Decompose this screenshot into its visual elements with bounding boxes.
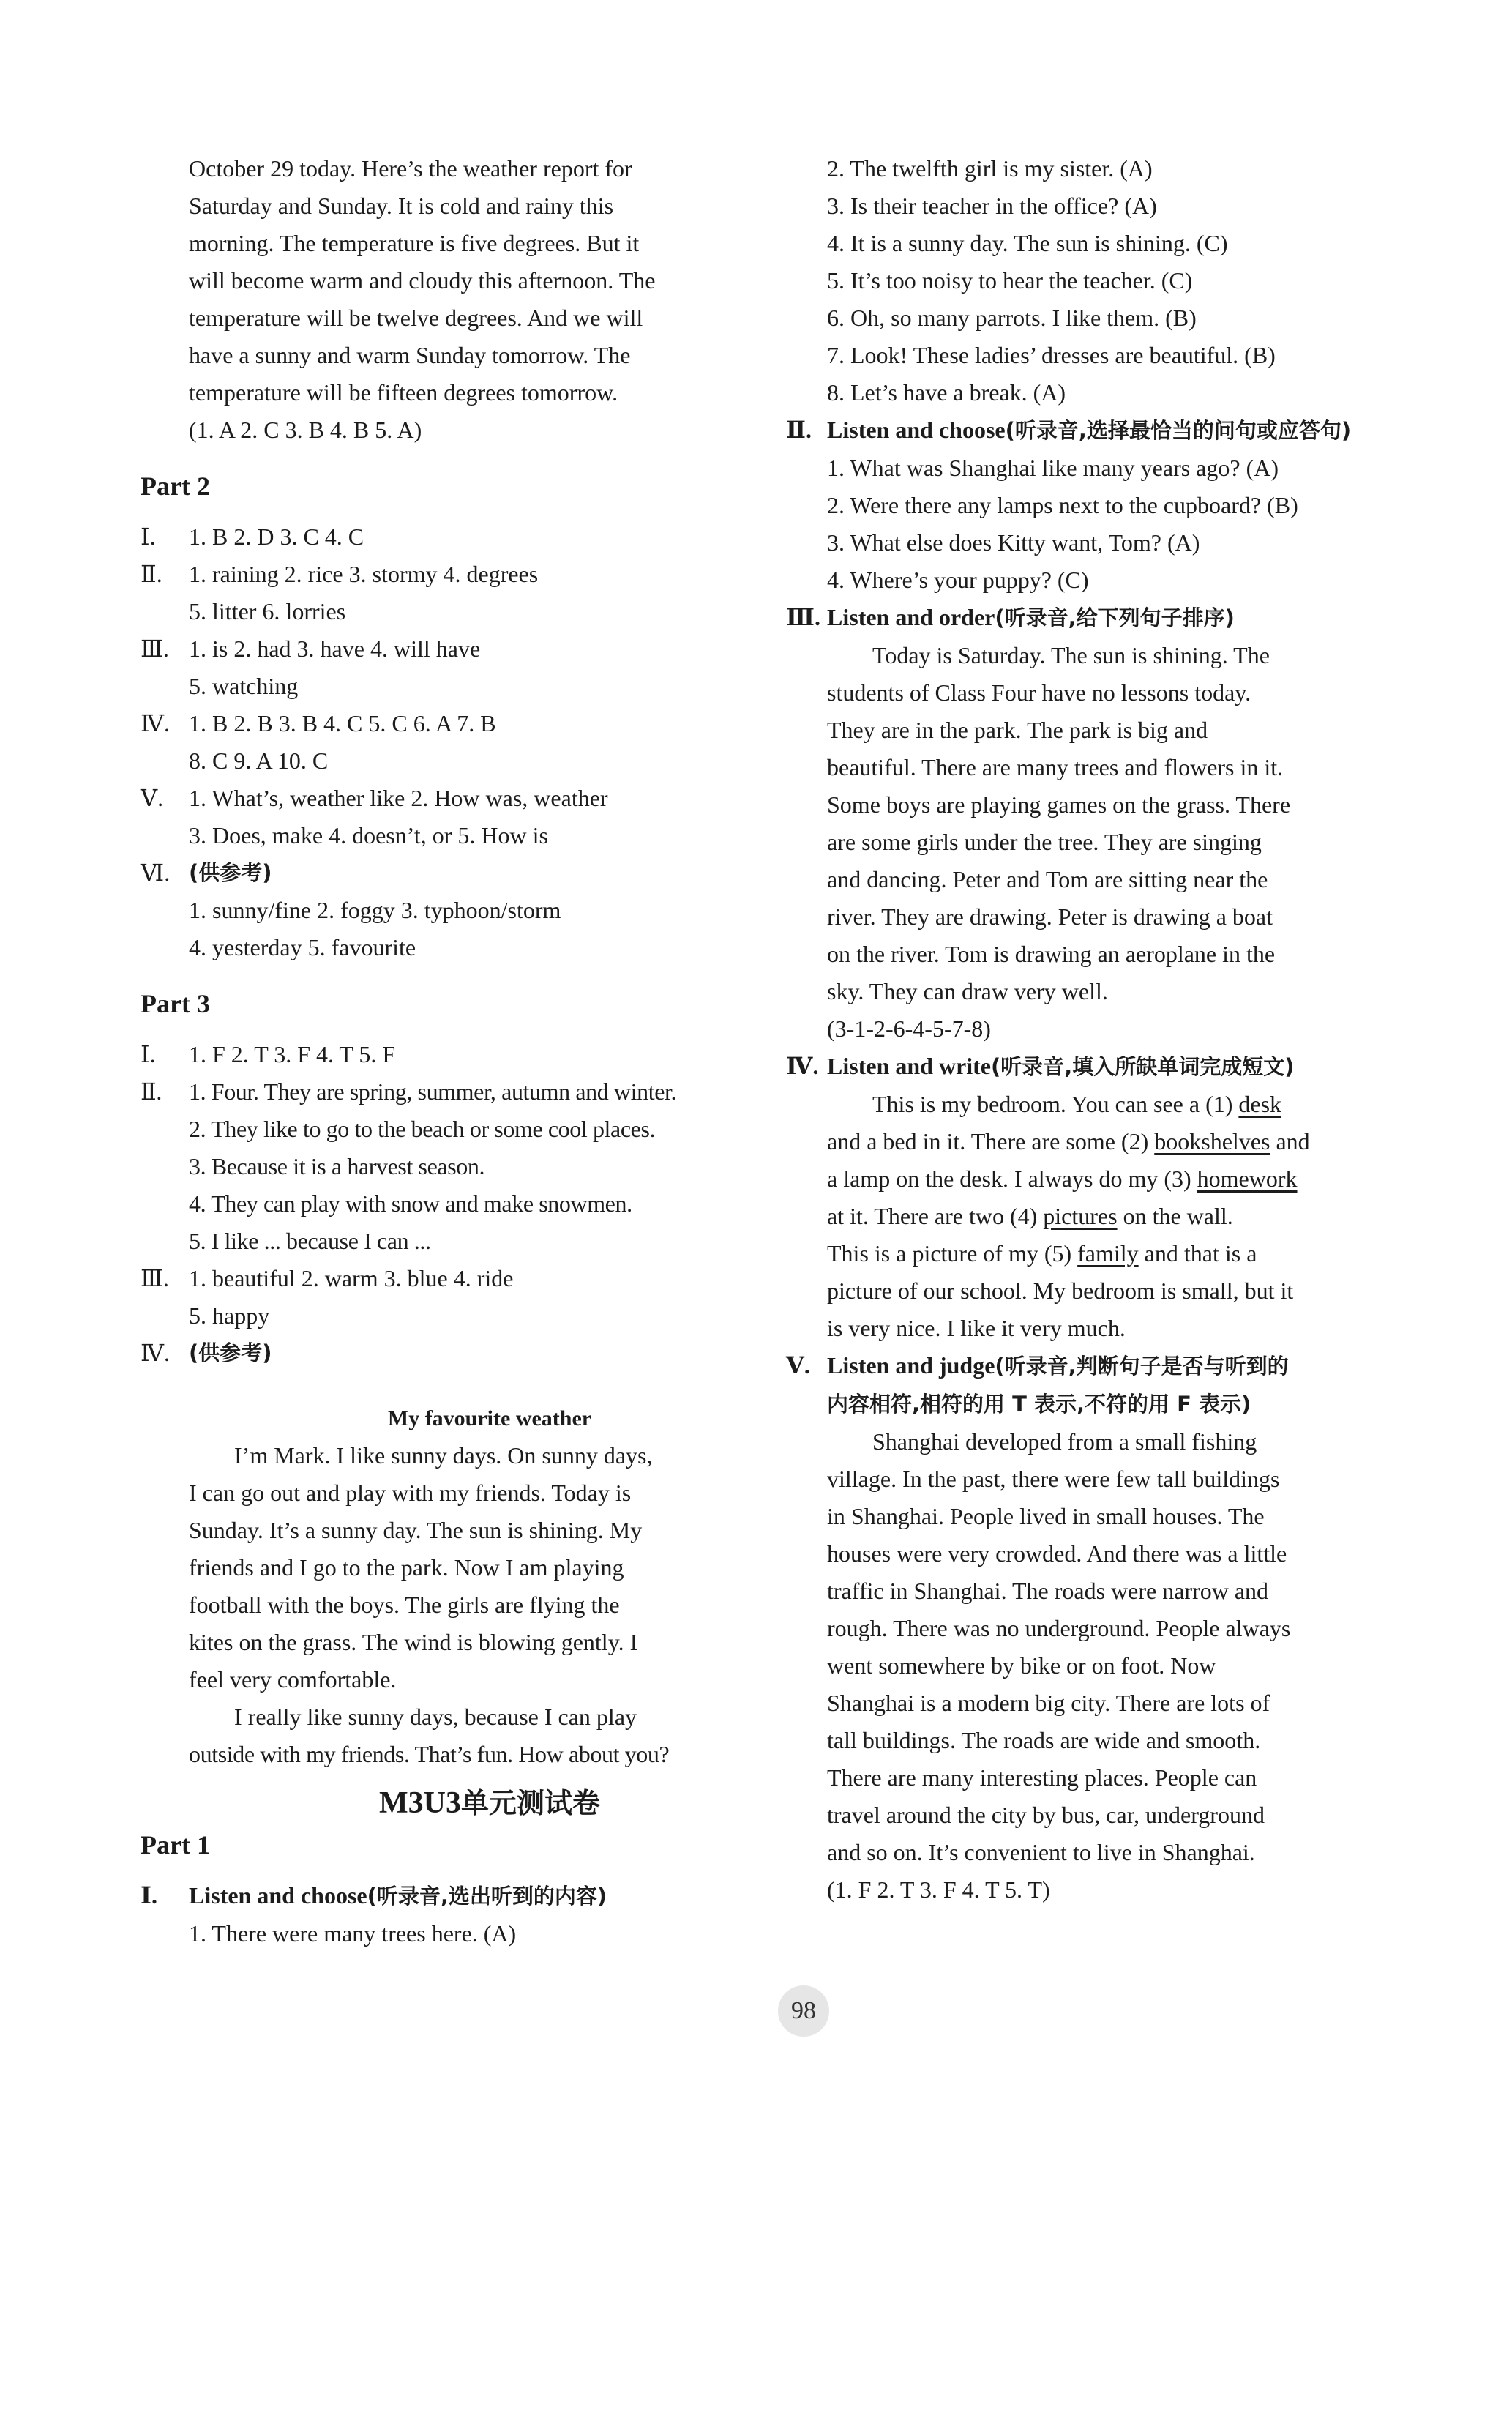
text-line: There are many interesting places. People can xyxy=(827,1764,1257,1791)
answer-line: (3-1-2-6-4-5-7-8) xyxy=(827,1015,991,1042)
filled-blank: family xyxy=(1077,1240,1139,1267)
section-1 xyxy=(141,1877,790,1952)
part2-heading: Part 2 xyxy=(141,471,210,501)
answer-line: 6. Oh, so many parrots. I like them. (B) xyxy=(827,305,1197,331)
section-instruction: (听录音,选出听到的内容) xyxy=(367,1884,607,1909)
answer-line: 2. Were there any lamps next to the cupboard? (B) xyxy=(827,492,1298,518)
roman-numeral: Ⅱ. xyxy=(786,417,812,443)
answer-item xyxy=(141,1036,790,1073)
answer-line: 1. What was Shanghai like many years ago? (A) xyxy=(827,455,1279,481)
text-line: is very nice. I like it very much. xyxy=(827,1315,1126,1341)
roman-numeral: Ⅱ. xyxy=(141,561,162,587)
text-line: I can go out and play with my friends. Today is xyxy=(189,1480,632,1506)
answer-line: 5. It’s too noisy to hear the teacher. (C) xyxy=(827,267,1193,294)
answer-line: 4. It is a sunny day. The sun is shining. (C) xyxy=(827,230,1228,256)
text-line: picture of our school. My bedroom is small, but it xyxy=(827,1277,1294,1304)
text-line: October 29 today. Here’s the weather report for xyxy=(189,155,632,182)
answer-line: 5. litter 6. lorries xyxy=(189,598,346,624)
part3-answers xyxy=(141,1036,790,1372)
section-heading xyxy=(786,1048,1408,1086)
answer-line: 5. happy xyxy=(189,1302,270,1329)
text-line: river. They are drawing. Peter is drawing a boat xyxy=(827,903,1273,930)
text-line: travel around the city by bus, car, underground xyxy=(827,1802,1265,1828)
text-line: sky. They can draw very well. xyxy=(827,978,1108,1004)
answer-line: 1. B 2. D 3. C 4. C xyxy=(189,523,364,550)
answer-line: 5. I like ... because I can ... xyxy=(189,1228,431,1254)
answer-item xyxy=(141,518,790,556)
answer-item xyxy=(141,556,790,630)
filled-blank: pictures xyxy=(1043,1203,1118,1229)
section-heading xyxy=(786,1347,1408,1423)
answer-item xyxy=(141,705,790,780)
text-line: and a bed in it. There are some (2) bookshelves and xyxy=(827,1128,1310,1154)
answer-line: 3. Is their teacher in the office? (A) xyxy=(827,193,1157,219)
text-line: traffic in Shanghai. The roads were narrow and xyxy=(827,1578,1269,1604)
text-line: at it. There are two (4) pictures on the wall. xyxy=(827,1203,1233,1229)
section-instruction: (听录音,填入所缺单词完成短文) xyxy=(991,1054,1295,1079)
text-line: in Shanghai. People lived in small houses. The xyxy=(827,1503,1265,1529)
roman-numeral: Ⅰ. xyxy=(141,1882,157,1909)
answer-item xyxy=(141,630,790,705)
answer-line: 1. beautiful 2. warm 3. blue 4. ride xyxy=(189,1265,514,1291)
part3-heading: Part 3 xyxy=(141,989,210,1018)
roman-numeral: Ⅰ. xyxy=(141,1041,156,1067)
roman-numeral: Ⅲ. xyxy=(141,635,169,662)
text-line: Some boys are playing games on the grass. There xyxy=(827,791,1291,818)
essay-body xyxy=(189,1437,790,1773)
text-line: Saturday and Sunday. It is cold and rainy this xyxy=(189,193,614,219)
section-title: Listen and choose xyxy=(189,1882,367,1909)
roman-numeral: Ⅵ. xyxy=(141,859,171,886)
roman-numeral: Ⅳ. xyxy=(786,1053,819,1079)
answer-line: 1. is 2. had 3. have 4. will have xyxy=(189,635,481,662)
reference-note: (供参考) xyxy=(189,860,272,885)
roman-numeral: Ⅱ. xyxy=(141,1078,162,1105)
roman-numeral: Ⅲ. xyxy=(141,1265,169,1291)
text-line: houses were very crowded. And there was a little xyxy=(827,1540,1287,1567)
roman-numeral: Ⅳ. xyxy=(141,710,170,736)
text-line: and so on. It’s convenient to live in Shanghai. xyxy=(827,1839,1255,1865)
answer-line: 1. There were many trees here. (A) xyxy=(189,1920,517,1947)
text-line: Shanghai developed from a small fishing xyxy=(872,1428,1257,1455)
answer-line: 1. F 2. T 3. F 4. T 5. F xyxy=(189,1041,396,1067)
section-instruction-cont: 内容相符,相符的用 T 表示,不符的用 F 表示) xyxy=(827,1392,1251,1417)
part2-answers xyxy=(141,518,790,966)
part1-heading: Part 1 xyxy=(141,1830,210,1859)
text-line: on the river. Tom is drawing an aeroplane in the xyxy=(827,941,1276,967)
answer-line: 2. They like to go to the beach or some cool places. xyxy=(189,1116,656,1142)
unit-code: M3U3 xyxy=(379,1786,461,1820)
answer-line: 4. yesterday 5. favourite xyxy=(189,934,416,960)
answer-line: 4. They can play with snow and make snowmen. xyxy=(189,1190,632,1217)
section-instruction: (听录音,判断句子是否与听到的 xyxy=(995,1354,1289,1379)
text-line: kites on the grass. The wind is blowing gently. I xyxy=(189,1629,638,1655)
section-3 xyxy=(786,599,1408,1048)
section-instruction: (听录音,选择最恰当的问句或应答句) xyxy=(1005,418,1352,443)
answer-line: 1. Four. They are spring, summer, autumn and winter. xyxy=(189,1078,677,1105)
section-title: Listen and judge xyxy=(827,1352,995,1379)
text-line: morning. The temperature is five degrees. But it xyxy=(189,230,640,256)
roman-numeral: Ⅲ. xyxy=(786,604,820,630)
text-line: temperature will be twelve degrees. And we will xyxy=(189,305,643,331)
answer-item xyxy=(141,1260,790,1335)
text-line: friends and I go to the park. Now I am playing xyxy=(189,1554,624,1581)
answer-line: 2. The twelfth girl is my sister. (A) xyxy=(827,155,1153,182)
answer-line: 5. watching xyxy=(189,673,299,699)
answer-line: 1. raining 2. rice 3. stormy 4. degrees xyxy=(189,561,539,587)
text-line: beautiful. There are many trees and flowers in it. xyxy=(827,754,1284,780)
section-instruction: (听录音,给下列句子排序) xyxy=(995,605,1235,630)
answer-line: (1. A 2. C 3. B 4. B 5. A) xyxy=(189,417,422,443)
text-line: Today is Saturday. The sun is shining. The xyxy=(872,642,1270,668)
answer-line: 7. Look! These ladies’ dresses are beautiful. (B) xyxy=(827,342,1276,368)
answer-line: 1. B 2. B 3. B 4. C 5. C 6. A 7. B xyxy=(189,710,496,736)
answer-line: 1. sunny/fine 2. foggy 3. typhoon/storm xyxy=(189,897,561,923)
text-line: rough. There was no underground. People always xyxy=(827,1615,1291,1641)
answer-item xyxy=(141,854,790,966)
section-5 xyxy=(786,1347,1408,1909)
answer-line: 3. Because it is a harvest season. xyxy=(189,1153,485,1179)
text-line: village. In the past, there were few tall buildings xyxy=(827,1466,1280,1492)
page-number: 98 xyxy=(778,1985,829,2037)
text-line: tall buildings. The roads are wide and smooth. xyxy=(827,1727,1261,1753)
section-title: Listen and choose xyxy=(827,417,1006,443)
answer-line: 8. Let’s have a break. (A) xyxy=(827,379,1066,406)
weather-report-text xyxy=(189,150,790,449)
answer-item xyxy=(141,780,790,854)
essay-title: My favourite weather xyxy=(387,1406,592,1430)
section-title: Listen and order xyxy=(827,604,995,630)
text-line: temperature will be fifteen degrees tomorrow. xyxy=(189,379,618,406)
text-line: have a sunny and warm Sunday tomorrow. The xyxy=(189,342,631,368)
roman-numeral: Ⅳ. xyxy=(141,1340,170,1366)
answer-line: 3. What else does Kitty want, Tom? (A) xyxy=(827,529,1200,556)
text-line: I really like sunny days, because I can play xyxy=(234,1704,637,1730)
filled-blank: desk xyxy=(1238,1091,1282,1117)
section-1-continued xyxy=(827,150,1408,411)
text-line: will become warm and cloudy this afternoon. The xyxy=(189,267,656,294)
roman-numeral: Ⅰ. xyxy=(141,523,156,550)
text-line: and dancing. Peter and Tom are sitting near the xyxy=(827,866,1268,892)
text-line: feel very comfortable. xyxy=(189,1666,397,1693)
section-heading xyxy=(786,411,1408,449)
text-line: This is my bedroom. You can see a (1) desk xyxy=(872,1091,1282,1117)
text-line: are some girls under the tree. They are singing xyxy=(827,829,1262,855)
roman-numeral: Ⅴ. xyxy=(786,1352,810,1379)
filled-blank: homework xyxy=(1197,1165,1298,1192)
section-2 xyxy=(786,411,1408,599)
section-heading xyxy=(141,1877,790,1915)
section-title: Listen and write xyxy=(827,1053,991,1079)
unit-test-label: 单元测试卷 xyxy=(460,1787,600,1819)
answer-item xyxy=(141,1073,790,1260)
right-column xyxy=(786,150,1408,1909)
answer-item xyxy=(141,1335,790,1372)
left-column xyxy=(141,150,790,1952)
text-line: outside with my friends. That’s fun. How about you? xyxy=(189,1741,670,1767)
text-line: This is a picture of my (5) family and that is a xyxy=(827,1240,1257,1267)
filled-blank: bookshelves xyxy=(1154,1128,1270,1154)
unit-test-title xyxy=(189,1785,790,1822)
text-line: a lamp on the desk. I always do my (3) homework xyxy=(827,1165,1298,1192)
text-line: They are in the park. The park is big and xyxy=(827,717,1208,743)
section-heading xyxy=(786,599,1408,637)
reference-note: (供参考) xyxy=(189,1340,272,1365)
answer-line: 1. What’s, weather like 2. How was, weather xyxy=(189,785,608,811)
answer-line: 3. Does, make 4. doesn’t, or 5. How is xyxy=(189,822,548,848)
text-line: Sunday. It’s a sunny day. The sun is shining. My xyxy=(189,1517,643,1543)
answer-line: (1. F 2. T 3. F 4. T 5. T) xyxy=(827,1876,1050,1903)
text-line: I’m Mark. I like sunny days. On sunny days, xyxy=(234,1442,653,1469)
roman-numeral: Ⅴ. xyxy=(141,785,164,811)
section-4 xyxy=(786,1048,1408,1347)
text-line: Shanghai is a modern big city. There are lots of xyxy=(827,1690,1270,1716)
answer-line: 8. C 9. A 10. C xyxy=(189,747,329,774)
text-line: went somewhere by bike or on foot. Now xyxy=(827,1652,1216,1679)
answer-line: 4. Where’s your puppy? (C) xyxy=(827,567,1089,593)
text-line: students of Class Four have no lessons today. xyxy=(827,679,1251,706)
text-line: football with the boys. The girls are flying the xyxy=(189,1592,620,1618)
